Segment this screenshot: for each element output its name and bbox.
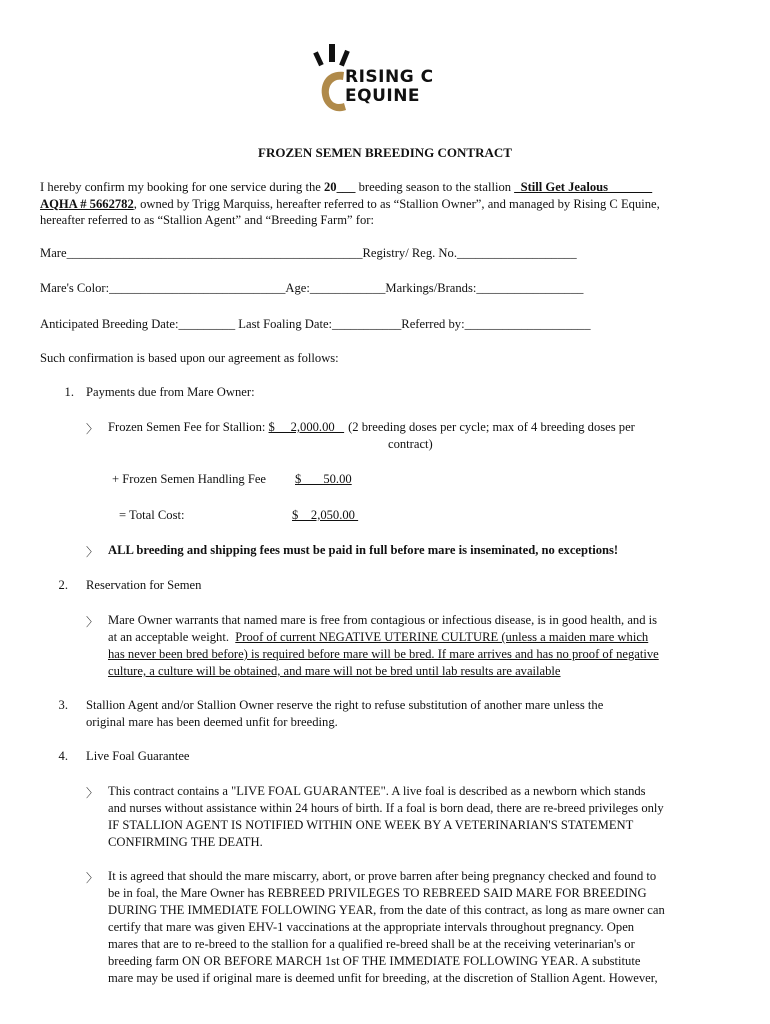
bullet-arrow-icon: 〉 — [86, 422, 99, 436]
season-year: 20___ — [323, 180, 356, 194]
section-3-line-1: Stallion Agent and/or Stallion Owner reserve the right to refuse substitution of another mare unless the — [86, 698, 604, 712]
section-3-text — [86, 697, 603, 731]
section-1-number: 1. — [64, 385, 74, 399]
intro-text-1: I hereby confirm my booking for one service during the — [40, 180, 324, 194]
live-foal-paragraph — [108, 783, 664, 851]
rebreed-paragraph — [108, 868, 665, 987]
mare-field-line[interactable]: Mare_______________________________________________Registry/ Reg. No.___________________ — [40, 246, 577, 260]
rebreed-line: be in foal, the Mare Owner has REBREED PRIVILEGES TO REBREED SAID MARE FOR BREEDING — [108, 886, 647, 900]
intro-text-3: , owned by Trigg Marquiss, hereafter referred to as “Stallion Owner”, and managed by Rising C Equine, — [133, 196, 660, 211]
rebreed-line: DURING THE IMMEDIATE FOLLOWING YEAR, from the date of this contract, as long as mare owner can — [108, 903, 665, 917]
reservation-line-1: Mare Owner warrants that named mare is free from contagious or infectious disease, is in good health, and is — [108, 613, 658, 627]
reservation-text — [108, 612, 659, 680]
live-foal-line: CONFIRMING THE DEATH. — [108, 835, 263, 849]
section-2-number: 2. — [58, 578, 68, 592]
stallion-fee-label: Frozen Semen Fee for Stallion: — [108, 420, 269, 434]
section-1-title: Payments due from Mare Owner: — [86, 385, 255, 399]
bullet-arrow-icon: 〉 — [86, 786, 99, 800]
reservation-line-4: culture, a culture will be obtained, and mare will not be bred until lab results are available — [108, 664, 561, 678]
handling-fee-label: + Frozen Semen Handling Fee — [112, 472, 266, 486]
rebreed-line: mare may be used if original mare is deemed unfit for breeding, at the discretion of Stallion Agent. However, — [108, 971, 658, 985]
dates-field-line[interactable]: Anticipated Breeding Date:_________ Last Foaling Date:___________Referred by:____________________ — [40, 317, 591, 331]
rebreed-line: mares that are to re-breed to the stallion for a qualified re-breed shall be at the receiving veterinarian's or — [108, 937, 635, 951]
bullet-arrow-icon: 〉 — [86, 615, 99, 629]
rebreed-line: breeding farm ON OR BEFORE MARCH 1st OF THE IMMEDIATE FOLLOWING YEAR. A substitute — [108, 954, 641, 968]
handling-fee-amount: $ 50.00 — [295, 472, 352, 486]
bullet-arrow-icon: 〉 — [86, 871, 99, 885]
section-3-number: 3. — [58, 698, 68, 712]
mare-color-field-line[interactable]: Mare's Color:____________________________Age:____________Markings/Brands:_________________ — [40, 281, 584, 295]
reservation-line-2b: Proof of current NEGATIVE UTERINE CULTURE (unless a maiden mare which — [235, 630, 649, 644]
logo-line1: RISING C — [345, 67, 434, 87]
stallion-name: _Still Get Jealous_______ — [514, 180, 653, 194]
contract-title: FROZEN SEMEN BREEDING CONTRACT — [258, 145, 512, 160]
stallion-fee-line — [108, 420, 635, 435]
reservation-line-2a: at an acceptable weight. — [108, 630, 236, 644]
bullet-arrow-icon: 〉 — [86, 545, 99, 559]
intro-text-4: hereafter referred to as “Stallion Agent” and “Breeding Farm” for: — [40, 213, 374, 227]
logo-line2: EQUINE — [345, 86, 421, 106]
aqha-number: AQHA # 5662782 — [40, 196, 134, 211]
intro-text-2: breeding season to the stallion — [355, 180, 515, 194]
intro-paragraph — [40, 179, 730, 229]
all-fees-notice: ALL breeding and shipping fees must be paid in full before mare is inseminated, no exceptions! — [108, 543, 619, 557]
section-2-title: Reservation for Semen — [86, 578, 202, 592]
stallion-fee-amount: $ 2,000.00 — [268, 420, 345, 434]
logo-text — [345, 68, 434, 106]
rebreed-line: It is agreed that should the mare miscarry, abort, or prove barren after being pregnancy checked and found to — [108, 869, 657, 883]
section-3-line-2: original mare has been deemed unfit for breeding. — [86, 715, 338, 729]
confirmation-text: Such confirmation is based upon our agreement as follows: — [40, 351, 339, 365]
total-cost-amount: $ 2,050.00 — [292, 508, 359, 522]
live-foal-line: This contract contains a "LIVE FOAL GUARANTEE". A live foal is described as a newborn which stands — [108, 784, 646, 798]
total-cost-label: = Total Cost: — [119, 508, 185, 522]
live-foal-line: and nurses without assistance within 24 hours of birth. If a foal is born dead, there are re-breed privileges only — [108, 801, 664, 815]
section-4-number: 4. — [58, 749, 68, 763]
stallion-fee-note-2: contract) — [388, 437, 433, 451]
reservation-line-3: has never been bred before) is required before mare will be bred. If mare arrives and has no proof of negative — [108, 647, 659, 661]
section-4-title: Live Foal Guarantee — [86, 749, 190, 763]
live-foal-line: IF STALLION AGENT IS NOTIFIED WITHIN ONE WEEK BY A VETERINARIAN'S STATEMENT — [108, 818, 634, 832]
stallion-fee-note: (2 breeding doses per cycle; max of 4 breeding doses per — [348, 420, 635, 434]
rebreed-line: certify that mare was given EHV-1 vaccinations at the appropriate intervals throughout pregnancy. Open — [108, 920, 635, 934]
